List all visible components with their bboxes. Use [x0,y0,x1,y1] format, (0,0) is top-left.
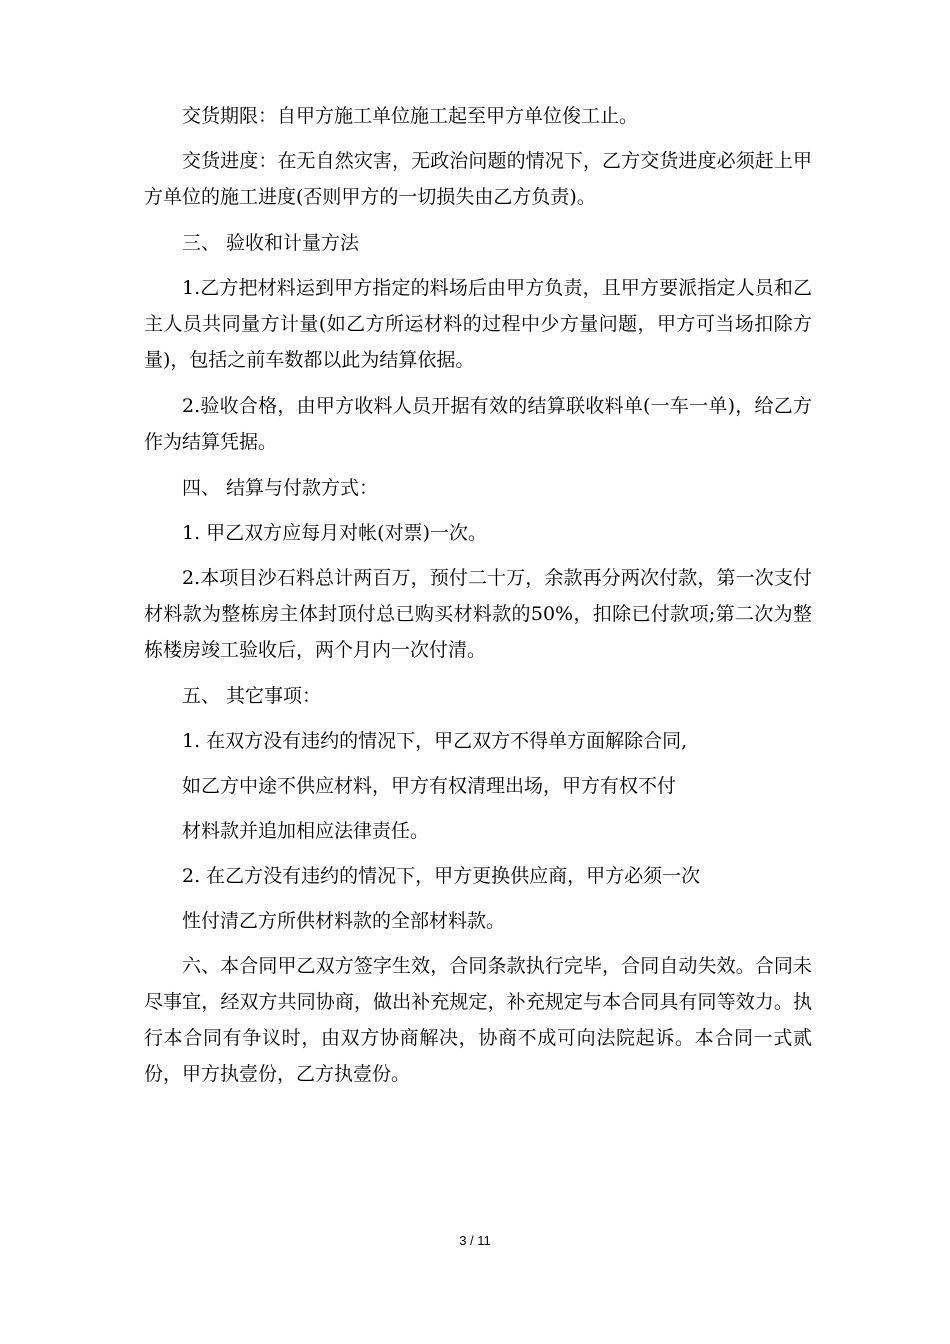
acceptance-clause-1: 1.乙方把材料运到甲方指定的料场后由甲方负责，且甲方要派指定人员和乙主人员共同量方计量(如乙方所运材料的过程中少方量问题，甲方可当场扣除方量)，包括之前车数都以此为结算依据。 [144,277,812,371]
settlement-clause-1: 1. 甲乙双方应每月对帐(对票)一次。 [182,522,487,544]
section-heading-settlement: 四、 结算与付款方式： [182,477,379,499]
page-number: 3 / 11 [459,1233,491,1248]
settlement-clause-2: 2.本项目沙石料总计两百万，预付二十万，余款再分两次付款，第一次支付材料款为整栋房主体封顶付总已购买材料款的50%，扣除已付款项;第二次为整栋楼房竣工验收后，两个月内一次付清。 [144,567,812,661]
section-six-paragraph: 六、本合同甲乙双方签字生效，合同条款执行完毕，合同自动失效。合同未尽事宜，经双方共同协商，做出补充规定，补充规定与本合同具有同等效力。执行本合同有争议时，由双方协商解决，协商不成可向法院起诉。本合同一式贰份，甲方执壹份，乙方执壹份。 [144,955,812,1085]
other-matters-clause-1-line-2: 如乙方中途不供应材料，甲方有权清理出场，甲方有权不付 [182,775,677,797]
other-matters-clause-1-line-3: 材料款并追加相应法律责任。 [182,820,430,842]
other-matters-clause-2-line-1: 2. 在乙方没有违约的情况下，甲方更换供应商，甲方必须一次 [182,865,701,887]
delivery-period-paragraph: 交货期限：自甲方施工单位施工起至甲方单位俊工止。 [182,105,639,127]
delivery-schedule-paragraph: 交货进度：在无自然灾害，无政治问题的情况下，乙方交货进度必须赶上甲方单位的施工进度(否则甲方的一切损失由乙方负责)。 [144,150,812,208]
section-heading-other-matters: 五、 其它事项： [182,685,322,707]
other-matters-clause-2-line-2: 性付清乙方所供材料款的全部材料款。 [182,910,506,932]
document-body [144,98,812,1102]
section-heading-acceptance: 三、 验收和计量方法 [182,232,360,254]
acceptance-clause-2: 2.验收合格，由甲方收料人员开据有效的结算联收料单(一车一单)，给乙方作为结算凭据。 [144,395,812,453]
other-matters-clause-1-line-1: 1. 在双方没有违约的情况下，甲乙双方不得单方面解除合同, [182,730,688,752]
